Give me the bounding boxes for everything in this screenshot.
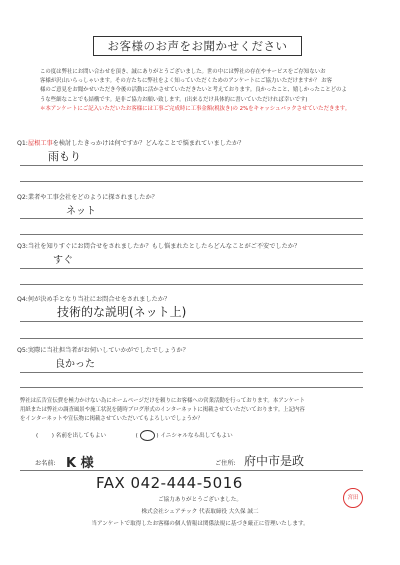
intro-line: 客様が沢山いらっしゃいます。その方たちに弊社をよく知っていただくためのアンケートにご協力いただけますか？ お客 [40,78,333,85]
consent-options [36,430,233,441]
answer-line [20,338,363,339]
question-number: Q3: [17,243,28,250]
note-line: をインターネットや宣伝物に掲載させていただいてもよろしいでしょうか？ [20,416,203,423]
answer-3: すぐ [53,255,73,266]
question-topic: 屋根工事 [27,140,53,147]
name-value: K 様 [66,456,94,471]
address-value: 府中市是政 [244,454,305,468]
thanks-text: ご協力ありがとうございました。 [158,497,242,503]
note-line: 用紙または弊社の調査風景や施工状況を随時ブログ形式のインターネットに掲載させていただいております。上記内容 [20,407,305,414]
answer-4: 技術的な説明(ネット上) [57,305,187,319]
question-1 [17,138,244,147]
question-text: 業者や工事会社をどのように探されましたか？ [27,194,158,201]
question-2 [17,192,158,201]
option-2-label: イニシャルなら出してもよい [160,433,233,439]
answer-1: 雨もり [48,150,81,163]
question-text: 何が決め手となり当社にお問合せをされましたか？ [27,296,171,303]
question-text: 実際に当社担当者がお伺いしていかがでしたでしょうか？ [27,347,189,354]
question-text: を検討したきっかけは何ですか？どんなことで悩まれていましたか？ [52,140,245,147]
question-3 [17,241,300,250]
intro-line: 様のご意見をお聞かせいただき今後の活動に活かさせていただきたいと考えております。良かったこと、嬉しかったことどのよ [40,87,347,94]
page-title: お客様のお声をお聞かせください [93,36,302,56]
address-label: ご住所: [215,460,236,467]
answer-line [20,234,363,235]
option-1-label: 名前を出してもよい [55,433,107,439]
question-number: Q2: [17,194,28,201]
intro-line: この度は弊社にお問い合わせを頂き、誠にありがとうございました。世の中には弊社の存在やサービスをご存知ないお [40,69,326,75]
answer-line [20,321,363,322]
answer-line [20,387,363,388]
answer-line [20,268,363,269]
paren-close: ) [156,433,159,439]
publication-note [20,397,370,425]
option-2-checkbox-circled[interactable] [140,430,155,441]
answer-line [20,284,363,285]
company-line: 株式会社シェアテック 代表取締役 大久保 誠二 [141,509,259,515]
question-text: 当社を知りすぐにお問合せをされましたか？もし悩まれたとしたらどんなことがご不安でしたか？ [27,243,301,250]
question-4 [17,294,170,303]
signature-line [20,470,363,471]
answer-line [20,165,363,166]
question-number: Q4: [17,296,28,303]
answer-2: ネット [66,206,96,217]
paren-close: ) [51,433,54,439]
question-5 [17,345,189,354]
answer-line [20,218,363,219]
hanko-stamp: 宮田 [343,488,363,508]
answer-line [20,372,363,373]
fax-number: FAX 042-444-5016 [96,474,243,492]
note-line: 弊社は広告宣伝費を極力かけない為にホームページだけを頼りにお客様への営業活動を行っております。本アンケート [20,398,305,404]
cashback-note: ＊本アンケートにご記入いただいたお客様には工事ご完成時に工事金額(税抜き)の 2%をキャッシュバックさせていただきます。 [40,105,351,112]
intro-text [40,68,382,114]
answer-line [20,181,363,182]
answer-5: 良かった [55,359,95,370]
question-number: Q1: [17,140,28,147]
paren-open: ( [36,433,39,439]
question-number: Q5: [17,347,28,354]
privacy-note: 当アンケートで取得したお客様の個人情報は関係法規に基づき厳正に管理いたします。 [91,521,309,527]
name-label: お名前: [35,460,56,467]
intro-line: うな些細なことでも結構です。是非ご協力お願い致します。(出来るだけ具体的に書いていただければ幸いです) [40,96,308,103]
paren-open: ( [135,433,138,439]
